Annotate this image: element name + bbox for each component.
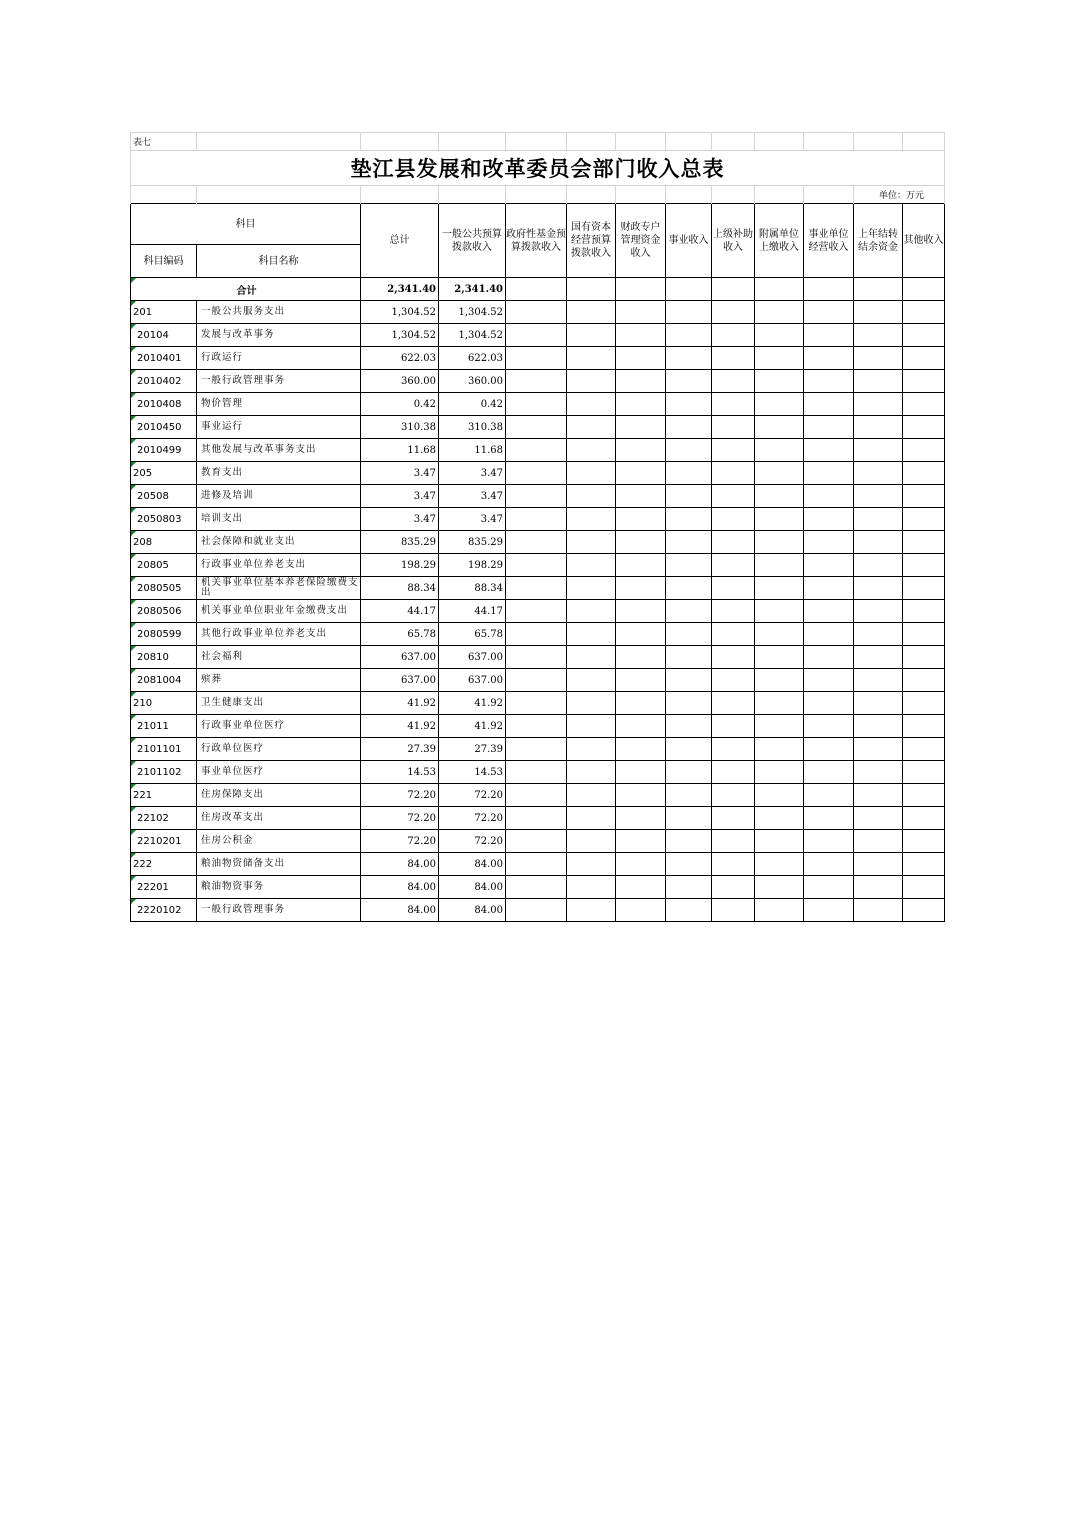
row-code: 22201	[131, 876, 197, 899]
row-general: 44.17	[439, 600, 506, 623]
row-general: 11.68	[439, 439, 506, 462]
table-row	[131, 715, 945, 738]
row-code: 2010450	[131, 416, 197, 439]
header-subject: 科目	[131, 204, 361, 245]
row-code: 205	[131, 462, 197, 485]
table-row	[131, 416, 945, 439]
row-general: 65.78	[439, 623, 506, 646]
row-general: 72.20	[439, 807, 506, 830]
row-code: 2010402	[131, 370, 197, 393]
row-code: 2081004	[131, 669, 197, 692]
row-total: 41.92	[361, 715, 439, 738]
row-name: 事业运行	[197, 416, 361, 439]
page-title: 垫江县发展和改革委员会部门收入总表	[131, 151, 945, 186]
row-code: 20104	[131, 324, 197, 347]
table-row	[131, 577, 945, 600]
row-code: 2080506	[131, 600, 197, 623]
row-general: 360.00	[439, 370, 506, 393]
row-total: 41.92	[361, 692, 439, 715]
row-general: 622.03	[439, 347, 506, 370]
row-general: 3.47	[439, 485, 506, 508]
header-row-1	[131, 204, 945, 245]
row-name: 殡葬	[197, 669, 361, 692]
row-code: 2101102	[131, 761, 197, 784]
row-code: 20508	[131, 485, 197, 508]
row-general: 41.92	[439, 692, 506, 715]
header-affiliated: 附属单位上缴收入	[755, 204, 804, 278]
row-code: 2080505	[131, 577, 197, 600]
table-row	[131, 807, 945, 830]
row-total: 637.00	[361, 646, 439, 669]
row-total: 11.68	[361, 439, 439, 462]
row-name: 住房公积金	[197, 830, 361, 853]
table-row	[131, 646, 945, 669]
row-code: 2010408	[131, 393, 197, 416]
row-total: 310.38	[361, 416, 439, 439]
row-total: 44.17	[361, 600, 439, 623]
table-row	[131, 692, 945, 715]
table-row	[131, 761, 945, 784]
row-general: 637.00	[439, 669, 506, 692]
row-name: 一般行政管理事务	[197, 370, 361, 393]
row-name: 其他发展与改革事务支出	[197, 439, 361, 462]
row-general: 84.00	[439, 876, 506, 899]
row-total: 27.39	[361, 738, 439, 761]
table-row	[131, 784, 945, 807]
header-code: 科目编码	[131, 245, 197, 278]
row-code: 2220102	[131, 899, 197, 922]
row-total: 72.20	[361, 807, 439, 830]
table-row	[131, 347, 945, 370]
row-general: 3.47	[439, 508, 506, 531]
row-name: 卫生健康支出	[197, 692, 361, 715]
row-code: 2050803	[131, 508, 197, 531]
table-row	[131, 876, 945, 899]
row-general: 310.38	[439, 416, 506, 439]
title-row	[131, 151, 945, 186]
row-code: 2210201	[131, 830, 197, 853]
row-name: 社会福利	[197, 646, 361, 669]
table-row	[131, 531, 945, 554]
row-general: 1,304.52	[439, 324, 506, 347]
table-marker: 表七	[131, 133, 197, 151]
table-row	[131, 669, 945, 692]
row-general: 198.29	[439, 554, 506, 577]
table-row	[131, 370, 945, 393]
row-general: 14.53	[439, 761, 506, 784]
row-name: 粮油物资储备支出	[197, 853, 361, 876]
table-row	[131, 600, 945, 623]
header-name: 科目名称	[197, 245, 361, 278]
row-code: 2080599	[131, 623, 197, 646]
row-total: 88.34	[361, 577, 439, 600]
row-total: 72.20	[361, 830, 439, 853]
row-general: 27.39	[439, 738, 506, 761]
row-name: 其他行政事业单位养老支出	[197, 623, 361, 646]
row-name: 行政事业单位医疗	[197, 715, 361, 738]
row-general: 0.42	[439, 393, 506, 416]
header-state-capital: 国有资本经营预算拨款收入	[567, 204, 616, 278]
row-general: 88.34	[439, 577, 506, 600]
row-total: 1,304.52	[361, 301, 439, 324]
row-total: 360.00	[361, 370, 439, 393]
row-total: 622.03	[361, 347, 439, 370]
header-gov-fund: 政府性基金预算拨款收入	[506, 204, 567, 278]
row-total: 84.00	[361, 853, 439, 876]
table-row	[131, 738, 945, 761]
row-name: 一般公共服务支出	[197, 301, 361, 324]
row-name: 培训支出	[197, 508, 361, 531]
row-code: 20810	[131, 646, 197, 669]
row-name: 住房改革支出	[197, 807, 361, 830]
marker-row	[131, 133, 945, 151]
row-name: 物价管理	[197, 393, 361, 416]
row-code: 222	[131, 853, 197, 876]
row-total: 65.78	[361, 623, 439, 646]
header-business: 事业收入	[666, 204, 712, 278]
row-total: 3.47	[361, 485, 439, 508]
row-total: 3.47	[361, 508, 439, 531]
row-code: 2010401	[131, 347, 197, 370]
header-superior-subsidy: 上级补助收入	[712, 204, 755, 278]
header-special-fund: 财政专户管理资金收入	[616, 204, 666, 278]
row-general: 835.29	[439, 531, 506, 554]
row-name: 发展与改革事务	[197, 324, 361, 347]
table-row	[131, 899, 945, 922]
row-general: 41.92	[439, 715, 506, 738]
row-general: 72.20	[439, 784, 506, 807]
row-total: 1,304.52	[361, 324, 439, 347]
row-total: 84.00	[361, 876, 439, 899]
row-code: 20805	[131, 554, 197, 577]
row-total: 637.00	[361, 669, 439, 692]
income-summary-sheet	[130, 132, 944, 922]
row-general: 72.20	[439, 830, 506, 853]
row-total: 72.20	[361, 784, 439, 807]
summary-total: 2,341.40	[361, 278, 439, 301]
header-other: 其他收入	[903, 204, 945, 278]
row-code: 2010499	[131, 439, 197, 462]
table-row	[131, 830, 945, 853]
unit-row	[131, 186, 945, 204]
row-code: 201	[131, 301, 197, 324]
row-name: 住房保障支出	[197, 784, 361, 807]
table-row	[131, 462, 945, 485]
table-row	[131, 439, 945, 462]
row-name: 教育支出	[197, 462, 361, 485]
table-row	[131, 485, 945, 508]
row-general: 637.00	[439, 646, 506, 669]
row-total: 835.29	[361, 531, 439, 554]
row-name: 机关事业单位职业年金缴费支出	[197, 600, 361, 623]
row-name: 行政事业单位养老支出	[197, 554, 361, 577]
row-general: 84.00	[439, 853, 506, 876]
row-code: 210	[131, 692, 197, 715]
table-row	[131, 324, 945, 347]
row-name: 事业单位医疗	[197, 761, 361, 784]
summary-row	[131, 278, 945, 301]
header-operating: 事业单位经营收入	[804, 204, 854, 278]
table-row	[131, 853, 945, 876]
row-total: 198.29	[361, 554, 439, 577]
row-code: 208	[131, 531, 197, 554]
header-carryover: 上年结转结余资金	[854, 204, 903, 278]
summary-general: 2,341.40	[439, 278, 506, 301]
summary-label: 合计	[131, 278, 361, 301]
row-name: 进修及培训	[197, 485, 361, 508]
table-row	[131, 508, 945, 531]
row-general: 84.00	[439, 899, 506, 922]
row-name: 粮油物资事务	[197, 876, 361, 899]
row-total: 3.47	[361, 462, 439, 485]
row-code: 22102	[131, 807, 197, 830]
row-name: 行政运行	[197, 347, 361, 370]
table-row	[131, 301, 945, 324]
table-row	[131, 554, 945, 577]
row-code: 221	[131, 784, 197, 807]
table-row	[131, 393, 945, 416]
row-general: 1,304.52	[439, 301, 506, 324]
row-name: 社会保障和就业支出	[197, 531, 361, 554]
header-total: 总计	[361, 204, 439, 278]
unit-label: 单位：万元	[854, 186, 945, 204]
row-name: 一般行政管理事务	[197, 899, 361, 922]
row-name: 行政单位医疗	[197, 738, 361, 761]
row-code: 21011	[131, 715, 197, 738]
row-total: 0.42	[361, 393, 439, 416]
row-total: 84.00	[361, 899, 439, 922]
table-row	[131, 623, 945, 646]
row-total: 14.53	[361, 761, 439, 784]
row-general: 3.47	[439, 462, 506, 485]
row-code: 2101101	[131, 738, 197, 761]
data-rows	[131, 301, 945, 922]
header-general-budget: 一般公共预算拨款收入	[439, 204, 506, 278]
income-summary-table	[130, 132, 945, 922]
row-name: 机关事业单位基本养老保险缴费支出	[197, 577, 361, 600]
